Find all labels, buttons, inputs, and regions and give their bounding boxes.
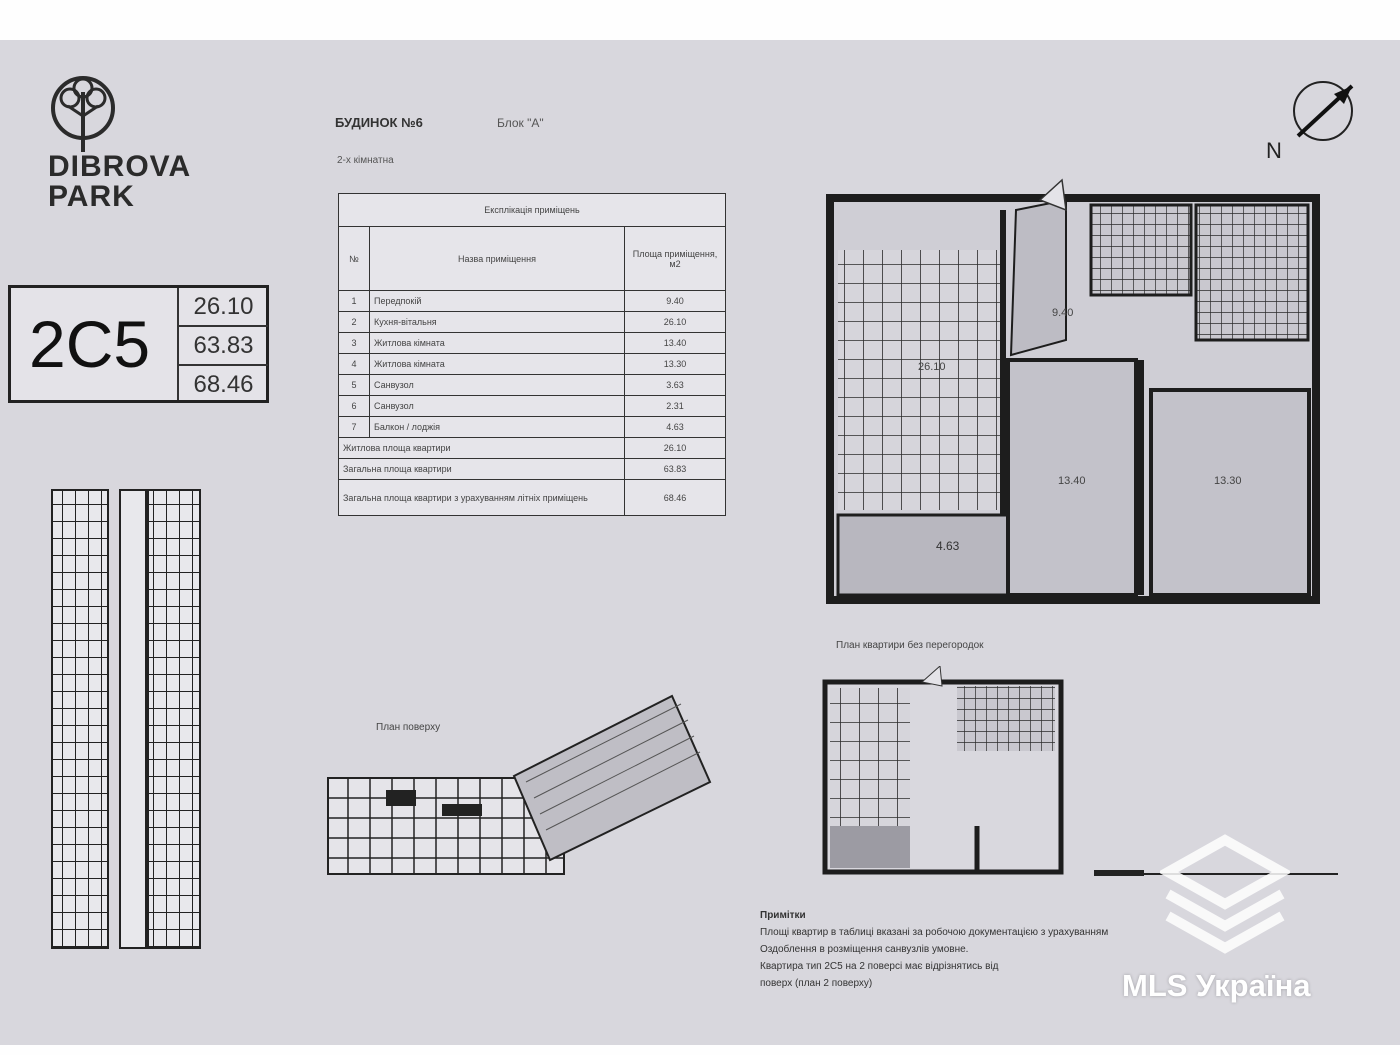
table-row: 3 Житлова кімната 13.40: [339, 333, 726, 354]
note-line: Квартира тип 2С5 на 2 поверсі має відрізнятись від: [760, 961, 999, 972]
floor-plan-caption: План поверху: [376, 722, 441, 733]
tree-logo-icon: [48, 72, 118, 154]
rooms-table: [338, 193, 726, 516]
apartment-area-values: [177, 288, 268, 400]
table-row: 2 Кухня-вітальня 26.10: [339, 312, 726, 333]
area-total: 63.83: [179, 327, 268, 366]
compass-icon: [1288, 78, 1358, 144]
col-area-header: Площа приміщення, м2: [625, 227, 726, 291]
alt-floor-plan: [822, 666, 1066, 876]
mls-logo-icon: [1160, 832, 1290, 960]
table-title: Експлікація приміщень: [339, 194, 726, 227]
watermark-text: MLS Україна: [1122, 968, 1311, 1003]
section-label: Блок "А": [497, 116, 544, 130]
floor-location-plan: [326, 692, 712, 878]
room-area-label: 4.63: [936, 539, 960, 553]
col-num-header: №: [339, 227, 370, 291]
apartment-code-box: [8, 285, 269, 403]
apartment-floor-plan: [826, 170, 1320, 604]
rooms-type: 2-х кімнатна: [337, 155, 394, 166]
building-title: БУДИНОК №6: [335, 115, 423, 130]
table-total-row: Загальна площа квартири 63.83: [339, 459, 726, 480]
note-line: поверх (план 2 поверху): [760, 978, 873, 989]
apartment-code: 2C5: [29, 307, 151, 381]
north-label: N: [1266, 138, 1282, 163]
room-area-label: 26.10: [918, 361, 946, 373]
note-line: Оздоблення в розміщення санвузлів умовне.: [760, 944, 969, 955]
table-row: 4 Житлова кімната 13.30: [339, 354, 726, 375]
area-total-with-balcony: 68.46: [193, 371, 254, 398]
room-area-label: 13.30: [1214, 475, 1242, 487]
room-area-label: 13.40: [1058, 475, 1086, 487]
table-total-row: Житлова площа квартири 26.10: [339, 438, 726, 459]
logo-line-1: DIBROVA: [48, 150, 192, 183]
table-total-row: Загальна площа квартири з урахуванням літніх приміщень 68.46: [339, 480, 726, 516]
room-area-label: 9.40: [1052, 307, 1074, 319]
table-row: 7 Балкон / лоджія 4.63: [339, 417, 726, 438]
table-row: 5 Санвузол 3.63: [339, 375, 726, 396]
col-name-header: Назва приміщення: [370, 227, 625, 291]
logo-wordmark: [48, 152, 191, 212]
notes-title: Примітки: [760, 910, 806, 921]
table-row: 6 Санвузол 2.31: [339, 396, 726, 417]
note-line: Площі квартир в таблиці вказані за робочою документацією з урахуванням: [760, 927, 1109, 938]
area-living: 26.10: [179, 288, 268, 327]
alt-plan-caption: План квартири без перегородок: [836, 640, 984, 651]
logo-line-2: PARK: [48, 180, 135, 213]
table-row: 1 Передпокій 9.40: [339, 291, 726, 312]
section-strip: [50, 488, 205, 953]
